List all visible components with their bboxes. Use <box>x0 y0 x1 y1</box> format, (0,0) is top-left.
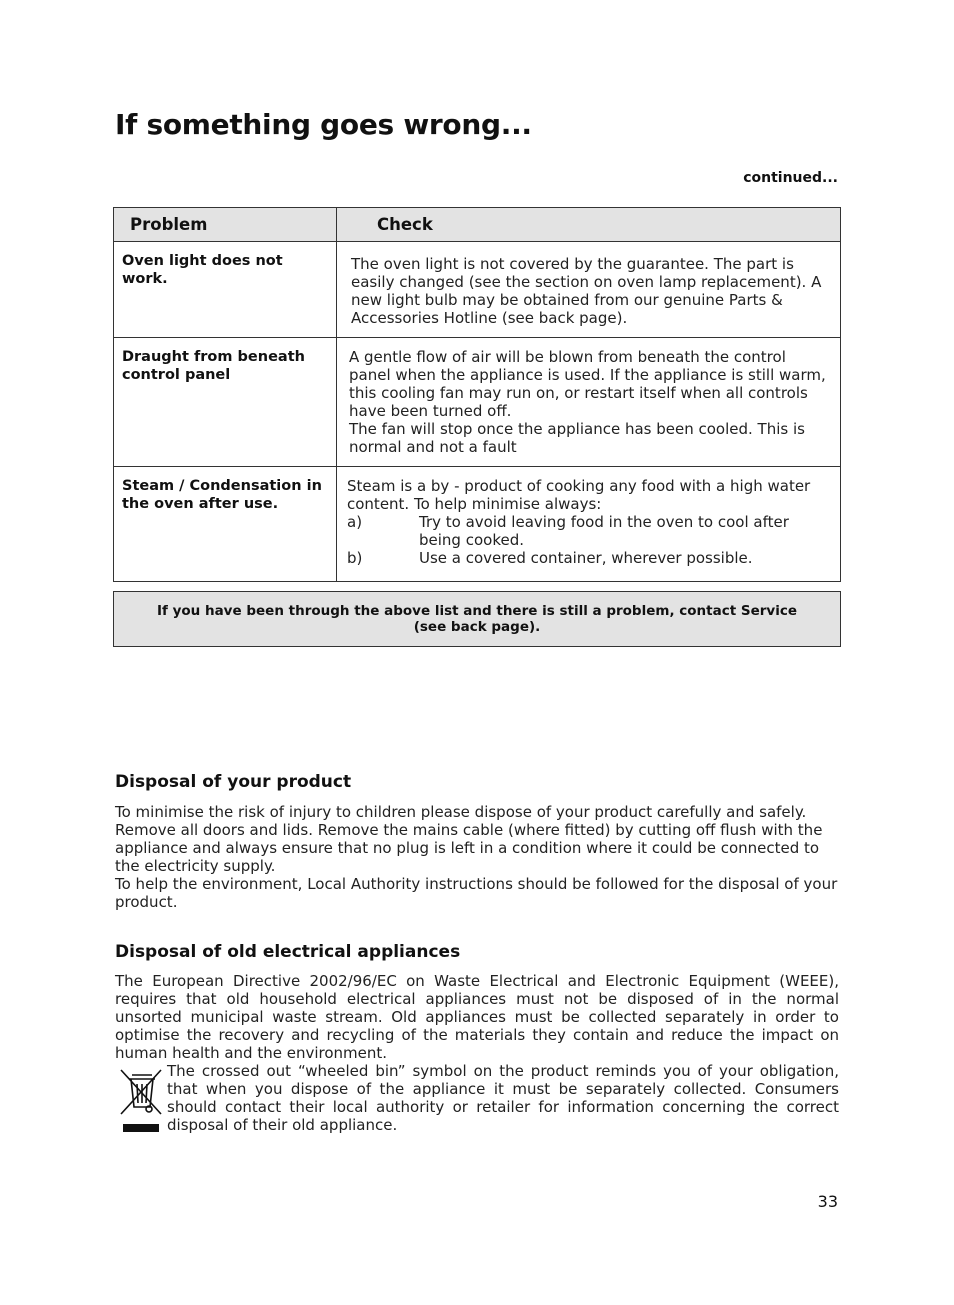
service-note-box <box>113 591 841 647</box>
paragraph: To minimise the risk of injury to children please dispose of your product carefully and safely. Remove all doors and lids. Remove the mains cable (where fitted) by cutting off flush with the appliance and always ensure that no plug is left in a condition where it could be connected to the electricity supply. <box>115 803 823 875</box>
list-marker: a) <box>347 513 363 531</box>
table-header-row <box>114 208 841 242</box>
table-row <box>114 338 841 467</box>
service-note-line: If you have been through the above list and there is still a problem, contact Service <box>156 603 798 619</box>
weee-directive-text: The European Directive 2002/96/EC on Waste Electrical and Electronic Equipment (WEEE), requires that old household electrical appliances must not be disposed of in the normal unsorted municipal waste stream. Old appliances must be collected separately in order to optimise the recovery and recycling of the materials they contain and reduce the impact on human health and the environment. <box>115 972 839 1062</box>
problem-column-header: Problem <box>114 208 337 242</box>
problem-cell: Oven light does not work. <box>114 242 337 338</box>
problem-cell: Draught from beneath control panel <box>114 338 337 467</box>
list-text: Try to avoid leaving food in the oven to cool after being cooked. <box>419 513 789 549</box>
continued-label: continued... <box>743 170 838 186</box>
paragraph: To help the environment, Local Authority instructions should be followed for the disposal of your product. <box>115 875 838 911</box>
check-cell <box>337 338 841 467</box>
disposal-weee-heading: Disposal of old electrical appliances <box>115 942 461 962</box>
check-cell <box>337 467 841 582</box>
table-row <box>114 467 841 582</box>
problem-cell: Steam / Condensation in the oven after use. <box>114 467 337 582</box>
disposal-product-text <box>115 803 839 911</box>
disposal-product-heading: Disposal of your product <box>115 772 352 792</box>
check-text: Steam is a by - product of cooking any food with a high water content. To help minimise always: <box>347 477 811 513</box>
page-number: 33 <box>817 1192 838 1211</box>
check-text: The fan will stop once the appliance has been cooled. This is normal and not a fault <box>349 420 805 456</box>
list-item <box>347 549 832 567</box>
table-row <box>114 242 841 338</box>
list-item <box>347 513 832 549</box>
list-marker: b) <box>347 549 363 567</box>
service-note-line: (see back page). <box>413 619 541 635</box>
page-title: If something goes wrong... <box>115 108 532 141</box>
weee-symbol-text: The crossed out “wheeled bin” symbol on the product reminds you of your obligation, that when you dispose of the appliance it must be separately collected. Consumers should contact their local authority or retailer for information concerning the correct disposal of their old appliance. <box>167 1062 839 1134</box>
check-text: A gentle flow of air will be blown from beneath the control panel when the appliance is used. If the appliance is still warm, this cooling fan may run on, or restart itself when all controls have been turned off. <box>349 348 826 420</box>
list-text: Use a covered container, wherever possible. <box>419 549 753 567</box>
weee-symbol-section <box>115 1062 839 1142</box>
troubleshooting-table <box>113 207 841 582</box>
check-column-header: Check <box>337 208 841 242</box>
check-cell: The oven light is not covered by the guarantee. The part is easily changed (see the section on oven lamp replacement). A new light bulb may be obtained from our genuine Parts & Accessories Hotline (see back page). <box>337 242 841 338</box>
crossed-wheeled-bin-icon <box>119 1068 163 1140</box>
